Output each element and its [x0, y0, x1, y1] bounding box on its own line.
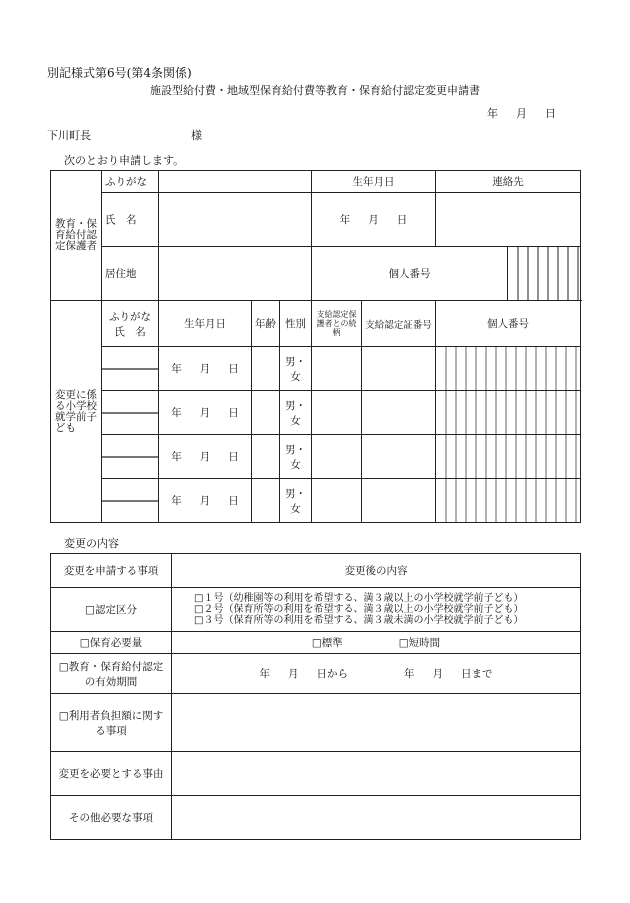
form-number-label: 別記様式第6号(第4条関係): [47, 66, 192, 80]
child-cert-number-field[interactable]: [362, 435, 436, 479]
change-content-table: [50, 553, 581, 840]
child-birthdate-field[interactable]: [159, 347, 252, 391]
guardian-contact-field[interactable]: [436, 193, 581, 247]
guardian-name-label: 氏 名: [102, 193, 159, 247]
child-birthdate-header: 生年月日: [159, 301, 252, 347]
child-individual-number-field[interactable]: [436, 435, 581, 479]
child-birthdate-field[interactable]: [159, 391, 252, 435]
child-relation-header: 支給認定保護者との続柄: [312, 301, 362, 347]
guardian-birthdate-field[interactable]: [312, 193, 436, 247]
certification-category-checkbox[interactable]: □認定区分: [51, 588, 172, 632]
child-cert-number-header: 支給認定証番号: [362, 301, 436, 347]
guardian-individual-number-label: 個人番号: [312, 247, 508, 301]
child-birth-day: 日: [228, 363, 239, 375]
date-year-label: 年: [487, 107, 498, 120]
application-date: [487, 105, 574, 121]
guardian-contact-header: 連絡先: [436, 171, 581, 193]
child-birthdate-field[interactable]: [159, 435, 252, 479]
child-name-field[interactable]: [102, 347, 159, 391]
child-birth-day: 日: [228, 451, 239, 463]
child-sex-field[interactable]: 男・女: [280, 479, 312, 523]
validity-period-field[interactable]: [172, 654, 581, 694]
child-relation-field[interactable]: [312, 435, 362, 479]
addressee: 下川町長: [47, 129, 91, 142]
change-content-header: 変更後の内容: [172, 554, 581, 588]
child-age-field[interactable]: [252, 347, 280, 391]
category-option-1[interactable]: □１号（幼稚園等の利用を希望する、満３歳以上の小学校就学前子ども）: [194, 593, 524, 604]
child-relation-field[interactable]: [312, 347, 362, 391]
guardian-address-field[interactable]: [159, 247, 312, 301]
child-name-header: [102, 301, 159, 347]
child-furigana-header: ふりがな: [109, 310, 151, 323]
guardian-furigana-label: ふりがな: [102, 171, 159, 193]
child-cert-number-field[interactable]: [362, 479, 436, 523]
children-section-label: 変更に係る小学校就学前子ども: [51, 301, 102, 523]
guardian-address-label: 居住地: [102, 247, 159, 301]
child-birth-year: 年: [171, 407, 182, 419]
child-row: [51, 391, 581, 435]
period-to-year: 年: [404, 668, 415, 680]
child-age-field[interactable]: [252, 479, 280, 523]
child-birthdate-field[interactable]: [159, 479, 252, 523]
child-birth-year: 年: [171, 363, 182, 375]
guardian-name-field[interactable]: [159, 193, 312, 247]
child-birth-month: 月: [199, 451, 211, 463]
period-from-day: 日から: [316, 668, 348, 680]
child-age-field[interactable]: [252, 391, 280, 435]
child-individual-number-header: 個人番号: [436, 301, 581, 347]
care-amount-options: [172, 632, 581, 654]
child-birth-month: 月: [199, 407, 211, 419]
child-cert-number-field[interactable]: [362, 347, 436, 391]
user-burden-field[interactable]: [172, 694, 581, 752]
child-row: [51, 479, 581, 523]
date-day-label: 日: [545, 107, 556, 120]
addressee-honorific: 様: [191, 129, 202, 142]
child-birth-day: 日: [228, 495, 239, 507]
date-month-label: 月: [516, 107, 527, 120]
child-birth-year: 年: [171, 495, 182, 507]
reason-label: 変更を必要とする事由: [51, 752, 172, 796]
guardian-birthdate-header: 生年月日: [312, 171, 436, 193]
child-row: [51, 435, 581, 479]
intro-text: 次のとおり申請します。: [64, 154, 185, 167]
change-item-header: 変更を申請する事項: [51, 554, 172, 588]
care-standard-checkbox[interactable]: □標準: [311, 637, 343, 649]
document-title: 施設型給付費・地域型保育給付費等教育・保育給付認定変更申請書: [150, 84, 480, 97]
child-row: [51, 347, 581, 391]
user-burden-checkbox[interactable]: □利用者負担額に関する事項: [51, 694, 172, 752]
period-from-month: 月: [288, 668, 299, 680]
child-sex-header: 性別: [280, 301, 312, 347]
change-section-title: 変更の内容: [64, 537, 119, 550]
applicant-table: [50, 170, 581, 523]
guardian-individual-number-field[interactable]: [508, 247, 581, 301]
guardian-birth-day: 日: [396, 214, 408, 226]
child-sex-field[interactable]: 男・女: [280, 347, 312, 391]
child-cert-number-field[interactable]: [362, 391, 436, 435]
category-option-2[interactable]: □２号（保育所等の利用を希望する、満３歳以上の小学校就学前子ども）: [194, 604, 524, 615]
guardian-section-label: 教育・保育給付認定保護者: [51, 171, 102, 301]
child-name-field[interactable]: [102, 479, 159, 523]
child-age-header: 年齢: [252, 301, 280, 347]
child-individual-number-field[interactable]: [436, 479, 581, 523]
child-birth-year: 年: [171, 451, 182, 463]
child-relation-field[interactable]: [312, 479, 362, 523]
guardian-furigana-field[interactable]: [159, 171, 312, 193]
category-option-3[interactable]: □３号（保育所等の利用を希望する、満３歳未満の小学校就学前子ども）: [194, 615, 524, 626]
period-to-month: 月: [432, 668, 443, 680]
reason-field[interactable]: [172, 752, 581, 796]
child-individual-number-field[interactable]: [436, 391, 581, 435]
period-from-year: 年: [259, 668, 270, 680]
care-short-checkbox[interactable]: □短時間: [398, 637, 441, 649]
period-to-day: 日まで: [461, 668, 493, 680]
child-sex-field[interactable]: 男・女: [280, 435, 312, 479]
child-birth-month: 月: [199, 363, 211, 375]
other-label: その他必要な事項: [51, 796, 172, 840]
child-name-header-text: 氏 名: [114, 325, 146, 338]
guardian-birth-year: 年: [339, 214, 351, 226]
guardian-birth-month: 月: [368, 214, 379, 226]
care-amount-checkbox[interactable]: □保育必要量: [51, 632, 172, 654]
child-name-field[interactable]: [102, 391, 159, 435]
validity-period-checkbox[interactable]: □教育・保育給付認定の有効期間: [51, 654, 172, 694]
child-sex-field[interactable]: 男・女: [280, 391, 312, 435]
child-name-field[interactable]: [102, 435, 159, 479]
child-birth-month: 月: [199, 495, 211, 507]
other-field[interactable]: [172, 796, 581, 840]
child-age-field[interactable]: [252, 435, 280, 479]
category-options: [172, 588, 581, 632]
child-relation-field[interactable]: [312, 391, 362, 435]
child-birth-day: 日: [228, 407, 239, 419]
child-individual-number-field[interactable]: [436, 347, 581, 391]
